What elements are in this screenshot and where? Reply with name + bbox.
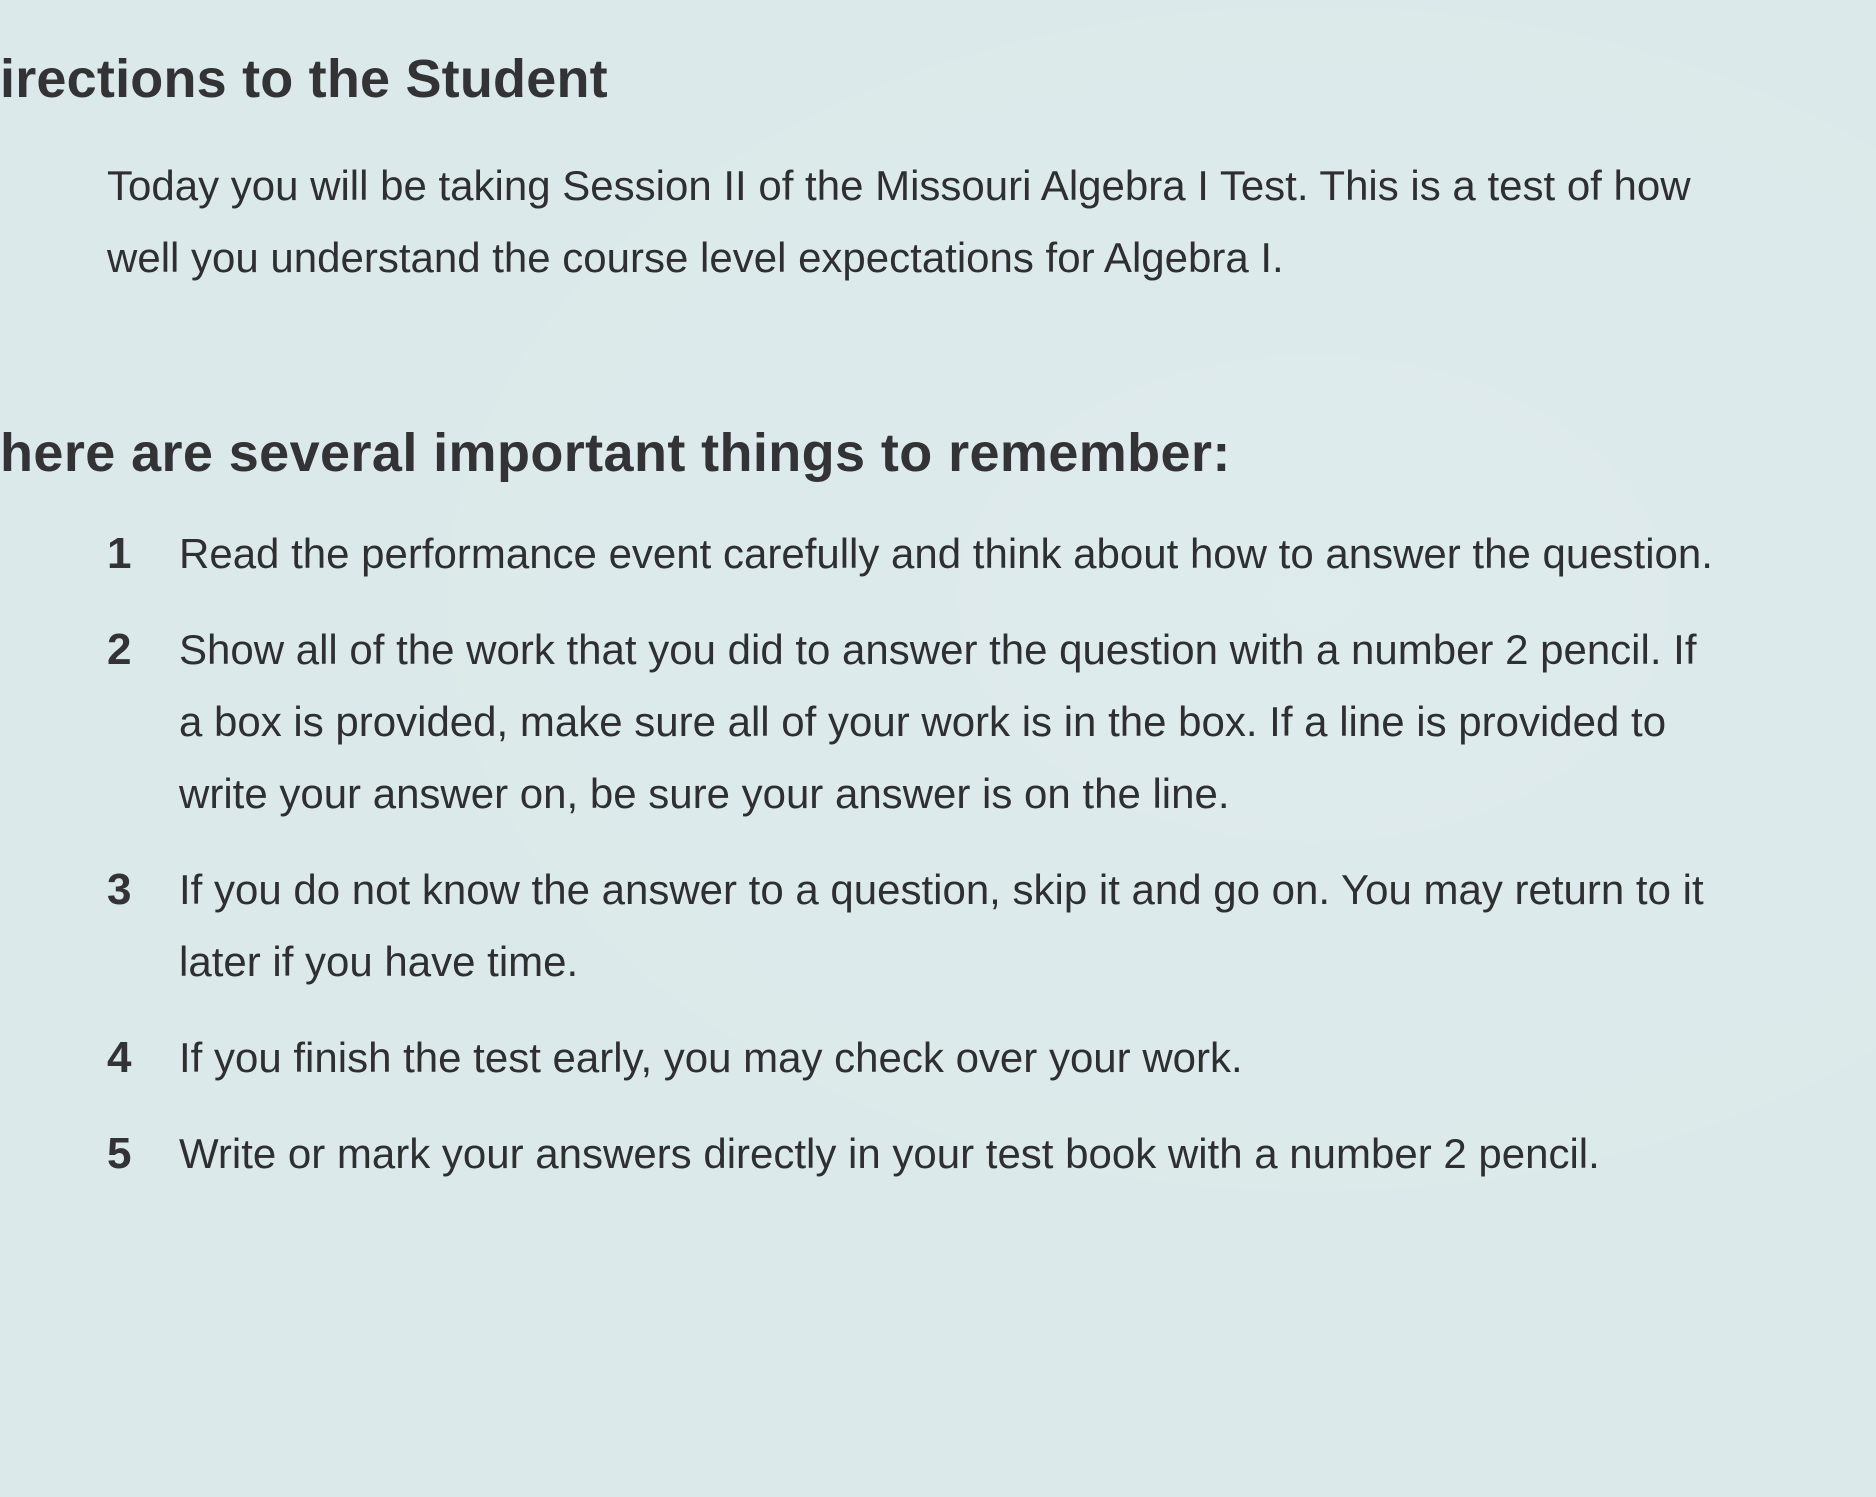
item-number: 5: [107, 1129, 132, 1178]
list-item: [107, 518, 1747, 590]
list-item: [107, 1118, 1747, 1190]
instructions-list: [107, 518, 1747, 1214]
item-number: 1: [107, 529, 132, 578]
remember-heading: here are several important things to remember:: [0, 423, 1231, 483]
list-item: [107, 1022, 1747, 1094]
item-text: Show all of the work that you did to answer the question with a number 2 pencil. If a box is provided, make sure all of your work is in the box. If a line is provided to write your answer on, be sure your answer is on the line.: [179, 626, 1697, 817]
item-text: If you finish the test early, you may check over your work.: [179, 1034, 1243, 1081]
list-item: [107, 854, 1747, 998]
item-text: Write or mark your answers directly in your test book with a number 2 pencil.: [179, 1130, 1600, 1177]
intro-paragraph: Today you will be taking Session II of the Missouri Algebra I Test. This is a test of how well you understand the course level expectations for Algebra I.: [107, 162, 1691, 281]
item-number: 4: [107, 1033, 132, 1082]
item-number: 2: [107, 625, 132, 674]
item-number: 3: [107, 865, 132, 914]
item-text: Read the performance event carefully and think about how to answer the question.: [179, 530, 1713, 577]
directions-heading: irections to the Student: [0, 49, 608, 109]
list-item: [107, 614, 1747, 830]
item-text: If you do not know the answer to a question, skip it and go on. You may return to it later if you have time.: [179, 866, 1704, 985]
